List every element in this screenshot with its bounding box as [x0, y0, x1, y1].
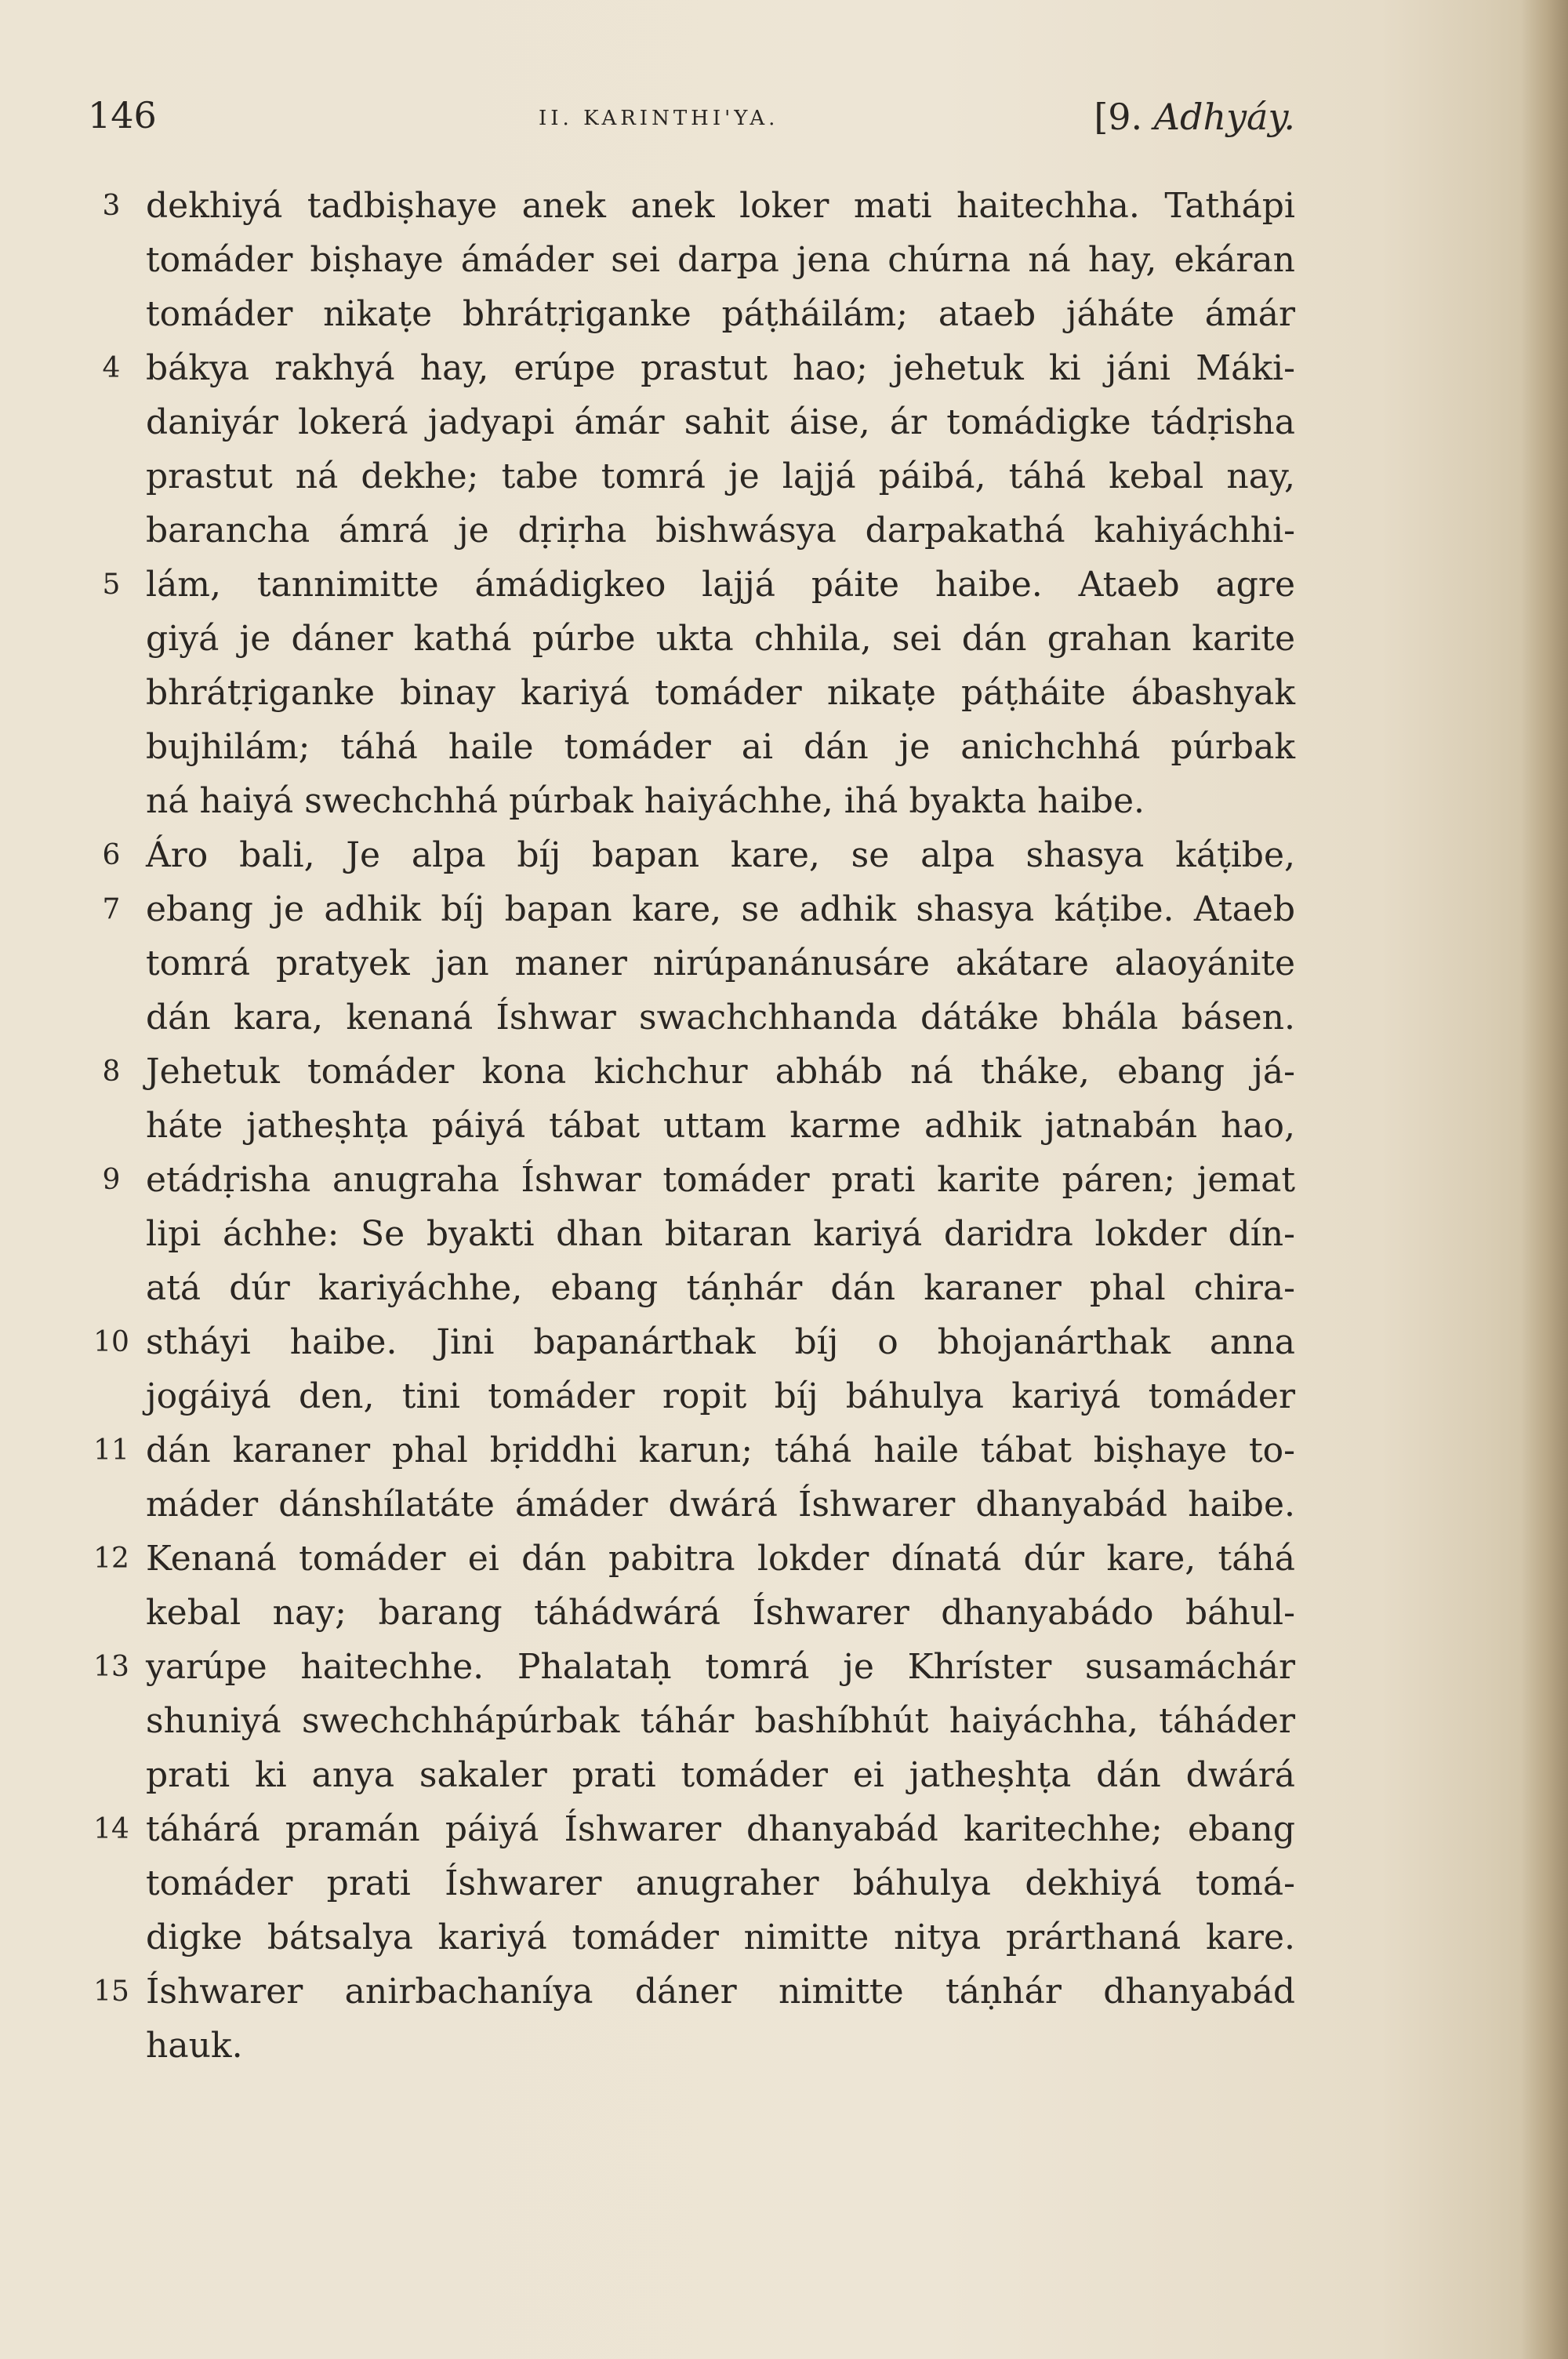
line-text: etádṛisha anugraha Íshwar tomáder prati karite páren; jemat [146, 1160, 1295, 1200]
text-line [88, 612, 1295, 666]
text-line [88, 828, 1295, 882]
text-line [88, 1207, 1295, 1261]
text-line [88, 1694, 1295, 1748]
section-reference [1094, 96, 1295, 138]
text-line [88, 1640, 1295, 1694]
text-line [88, 1802, 1295, 1856]
line-text: bujhilám; táhá haile tomáder ai dán je anichchhá púrbak [146, 727, 1295, 767]
text-line [88, 936, 1295, 990]
verse-number: 11 [93, 1434, 129, 1467]
verse-number: 4 [102, 352, 121, 384]
page-header [88, 88, 1295, 151]
line-text: digke bátsalya kariyá tomáder nimitte nitya prárthaná kare. [146, 1917, 1295, 1957]
line-text: bákya rakhyá hay, erúpe prastut hao; jehetuk ki jáni Máki- [146, 348, 1295, 388]
text-line [88, 1099, 1295, 1153]
text-line [88, 1045, 1295, 1099]
text-line [88, 990, 1295, 1045]
line-text: Íshwarer anirbachaníya dáner nimitte táṇhár dhanyabád [146, 1972, 1295, 2012]
running-title: II. KARINTHI'YA. [539, 107, 779, 130]
line-text: atá dúr kariyáchhe, ebang táṇhár dán karaner phal chira- [146, 1268, 1295, 1308]
verse-number: 15 [93, 1976, 129, 2008]
line-text: tomáder biṣhaye ámáder sei darpa jena chúrna ná hay, ekáran [146, 240, 1295, 280]
text-line [88, 1748, 1295, 1802]
text-line [88, 666, 1295, 720]
line-text: tomrá pratyek jan maner nirúpanánusáre akátare alaoyánite [146, 943, 1295, 983]
verse-number: 9 [102, 1164, 121, 1196]
line-text: stháyi haibe. Jini bapanárthak bíj o bhojanárthak anna [146, 1322, 1295, 1362]
line-text: bhrátṛiganke binay kariyá tomáder nikaṭe páṭháite ábashyak [146, 673, 1295, 713]
text-line [88, 1369, 1295, 1423]
text-line [88, 449, 1295, 503]
text-line [88, 720, 1295, 774]
verse-number: 12 [93, 1543, 129, 1575]
text-line [88, 1965, 1295, 2019]
line-text: shuniyá swechchhápúrbak táhár bashíbhút haiyáchha, táháder [146, 1701, 1295, 1741]
text-line [88, 1532, 1295, 1586]
line-text: prati ki anya sakaler prati tomáder ei jatheṣhṭa dán dwárá [146, 1755, 1295, 1795]
text-line [88, 1261, 1295, 1315]
text-line [88, 287, 1295, 341]
text-line [88, 1856, 1295, 1910]
text-line [88, 1910, 1295, 1965]
line-text: prastut ná dekhe; tabe tomrá je lajjá páibá, táhá kebal nay, [146, 456, 1295, 496]
line-text: kebal nay; barang táhádwárá Íshwarer dhanyabádo báhul- [146, 1593, 1295, 1633]
line-text: dán karaner phal bṛiddhi karun; táhá haile tábat biṣhaye to- [146, 1430, 1295, 1470]
verse-number: 7 [102, 893, 121, 925]
page-number: 146 [88, 94, 157, 136]
text-line [88, 774, 1295, 828]
text-line [88, 558, 1295, 612]
text-line [88, 1478, 1295, 1532]
text-line [88, 882, 1295, 936]
section-reference-number: [9. [1094, 96, 1154, 138]
line-text: hauk. [146, 2026, 243, 2066]
verse-number: 6 [102, 839, 121, 871]
text-line [88, 179, 1295, 233]
line-text: dán kara, kenaná Íshwar swachchhanda dátáke bhála básen. [146, 998, 1295, 1038]
line-text: ebang je adhik bíj bapan kare, se adhik shasya káṭibe. Ataeb [146, 889, 1295, 929]
line-text: Jehetuk tomáder kona kichchur abháb ná tháke, ebang já- [146, 1052, 1295, 1092]
verse-number: 14 [93, 1813, 129, 1845]
text-line [88, 341, 1295, 395]
line-text: táhárá pramán páiyá Íshwarer dhanyabád karitechhe; ebang [146, 1809, 1295, 1849]
section-reference-name: Adhyáy. [1153, 96, 1295, 138]
page-edge-shadow [1521, 0, 1568, 2359]
line-text: barancha ámrá je dṛiṛha bishwásya darpakathá kahiyáchhi- [146, 511, 1295, 551]
line-text: lipi áchhe: Se byakti dhan bitaran kariyá daridra lokder dín- [146, 1214, 1295, 1254]
line-text: lám, tannimitte ámádigkeo lajjá páite haibe. Ataeb agre [146, 565, 1295, 605]
text-line [88, 1586, 1295, 1640]
text-body [88, 179, 1295, 2073]
line-text: yarúpe haitechhe. Phalataḥ tomrá je Khríster susamáchár [146, 1647, 1295, 1687]
text-line [88, 503, 1295, 558]
verse-number: 8 [102, 1056, 121, 1088]
line-text: máder dánshílatáte ámáder dwárá Íshwarer dhanyabád haibe. [146, 1485, 1295, 1525]
line-text: tomáder prati Íshwarer anugraher báhulya dekhiyá tomá- [146, 1863, 1295, 1903]
verse-number: 10 [93, 1326, 129, 1358]
line-text: giyá je dáner kathá púrbe ukta chhila, sei dán grahan karite [146, 619, 1295, 659]
line-text: dekhiyá tadbiṣhaye anek anek loker mati haitechha. Tathápi [146, 186, 1295, 226]
text-line [88, 233, 1295, 287]
line-text: tomáder nikaṭe bhrátṛiganke páṭháilám; ataeb jáháte ámár [146, 294, 1295, 334]
verse-number: 3 [102, 190, 121, 222]
text-line [88, 395, 1295, 449]
verse-number: 5 [102, 569, 121, 601]
text-line [88, 1315, 1295, 1369]
line-text: Áro bali, Je alpa bíj bapan kare, se alpa shasya káṭibe, [146, 835, 1295, 875]
line-text: jogáiyá den, tini tomáder ropit bíj báhulya kariyá tomáder [146, 1376, 1295, 1416]
line-text: daniyár lokerá jadyapi ámár sahit áise, ár tomádigke tádṛisha [146, 402, 1295, 442]
text-line [88, 2019, 1295, 2073]
line-text: Kenaná tomáder ei dán pabitra lokder dínatá dúr kare, táhá [146, 1539, 1295, 1579]
text-line [88, 1153, 1295, 1207]
line-text: háte jatheṣhṭa páiyá tábat uttam karme adhik jatnabán hao, [146, 1106, 1295, 1146]
text-line [88, 1423, 1295, 1478]
line-text: ná haiyá swechchhá púrbak haiyáchhe, ihá byakta haibe. [146, 781, 1145, 821]
verse-number: 13 [93, 1651, 129, 1683]
